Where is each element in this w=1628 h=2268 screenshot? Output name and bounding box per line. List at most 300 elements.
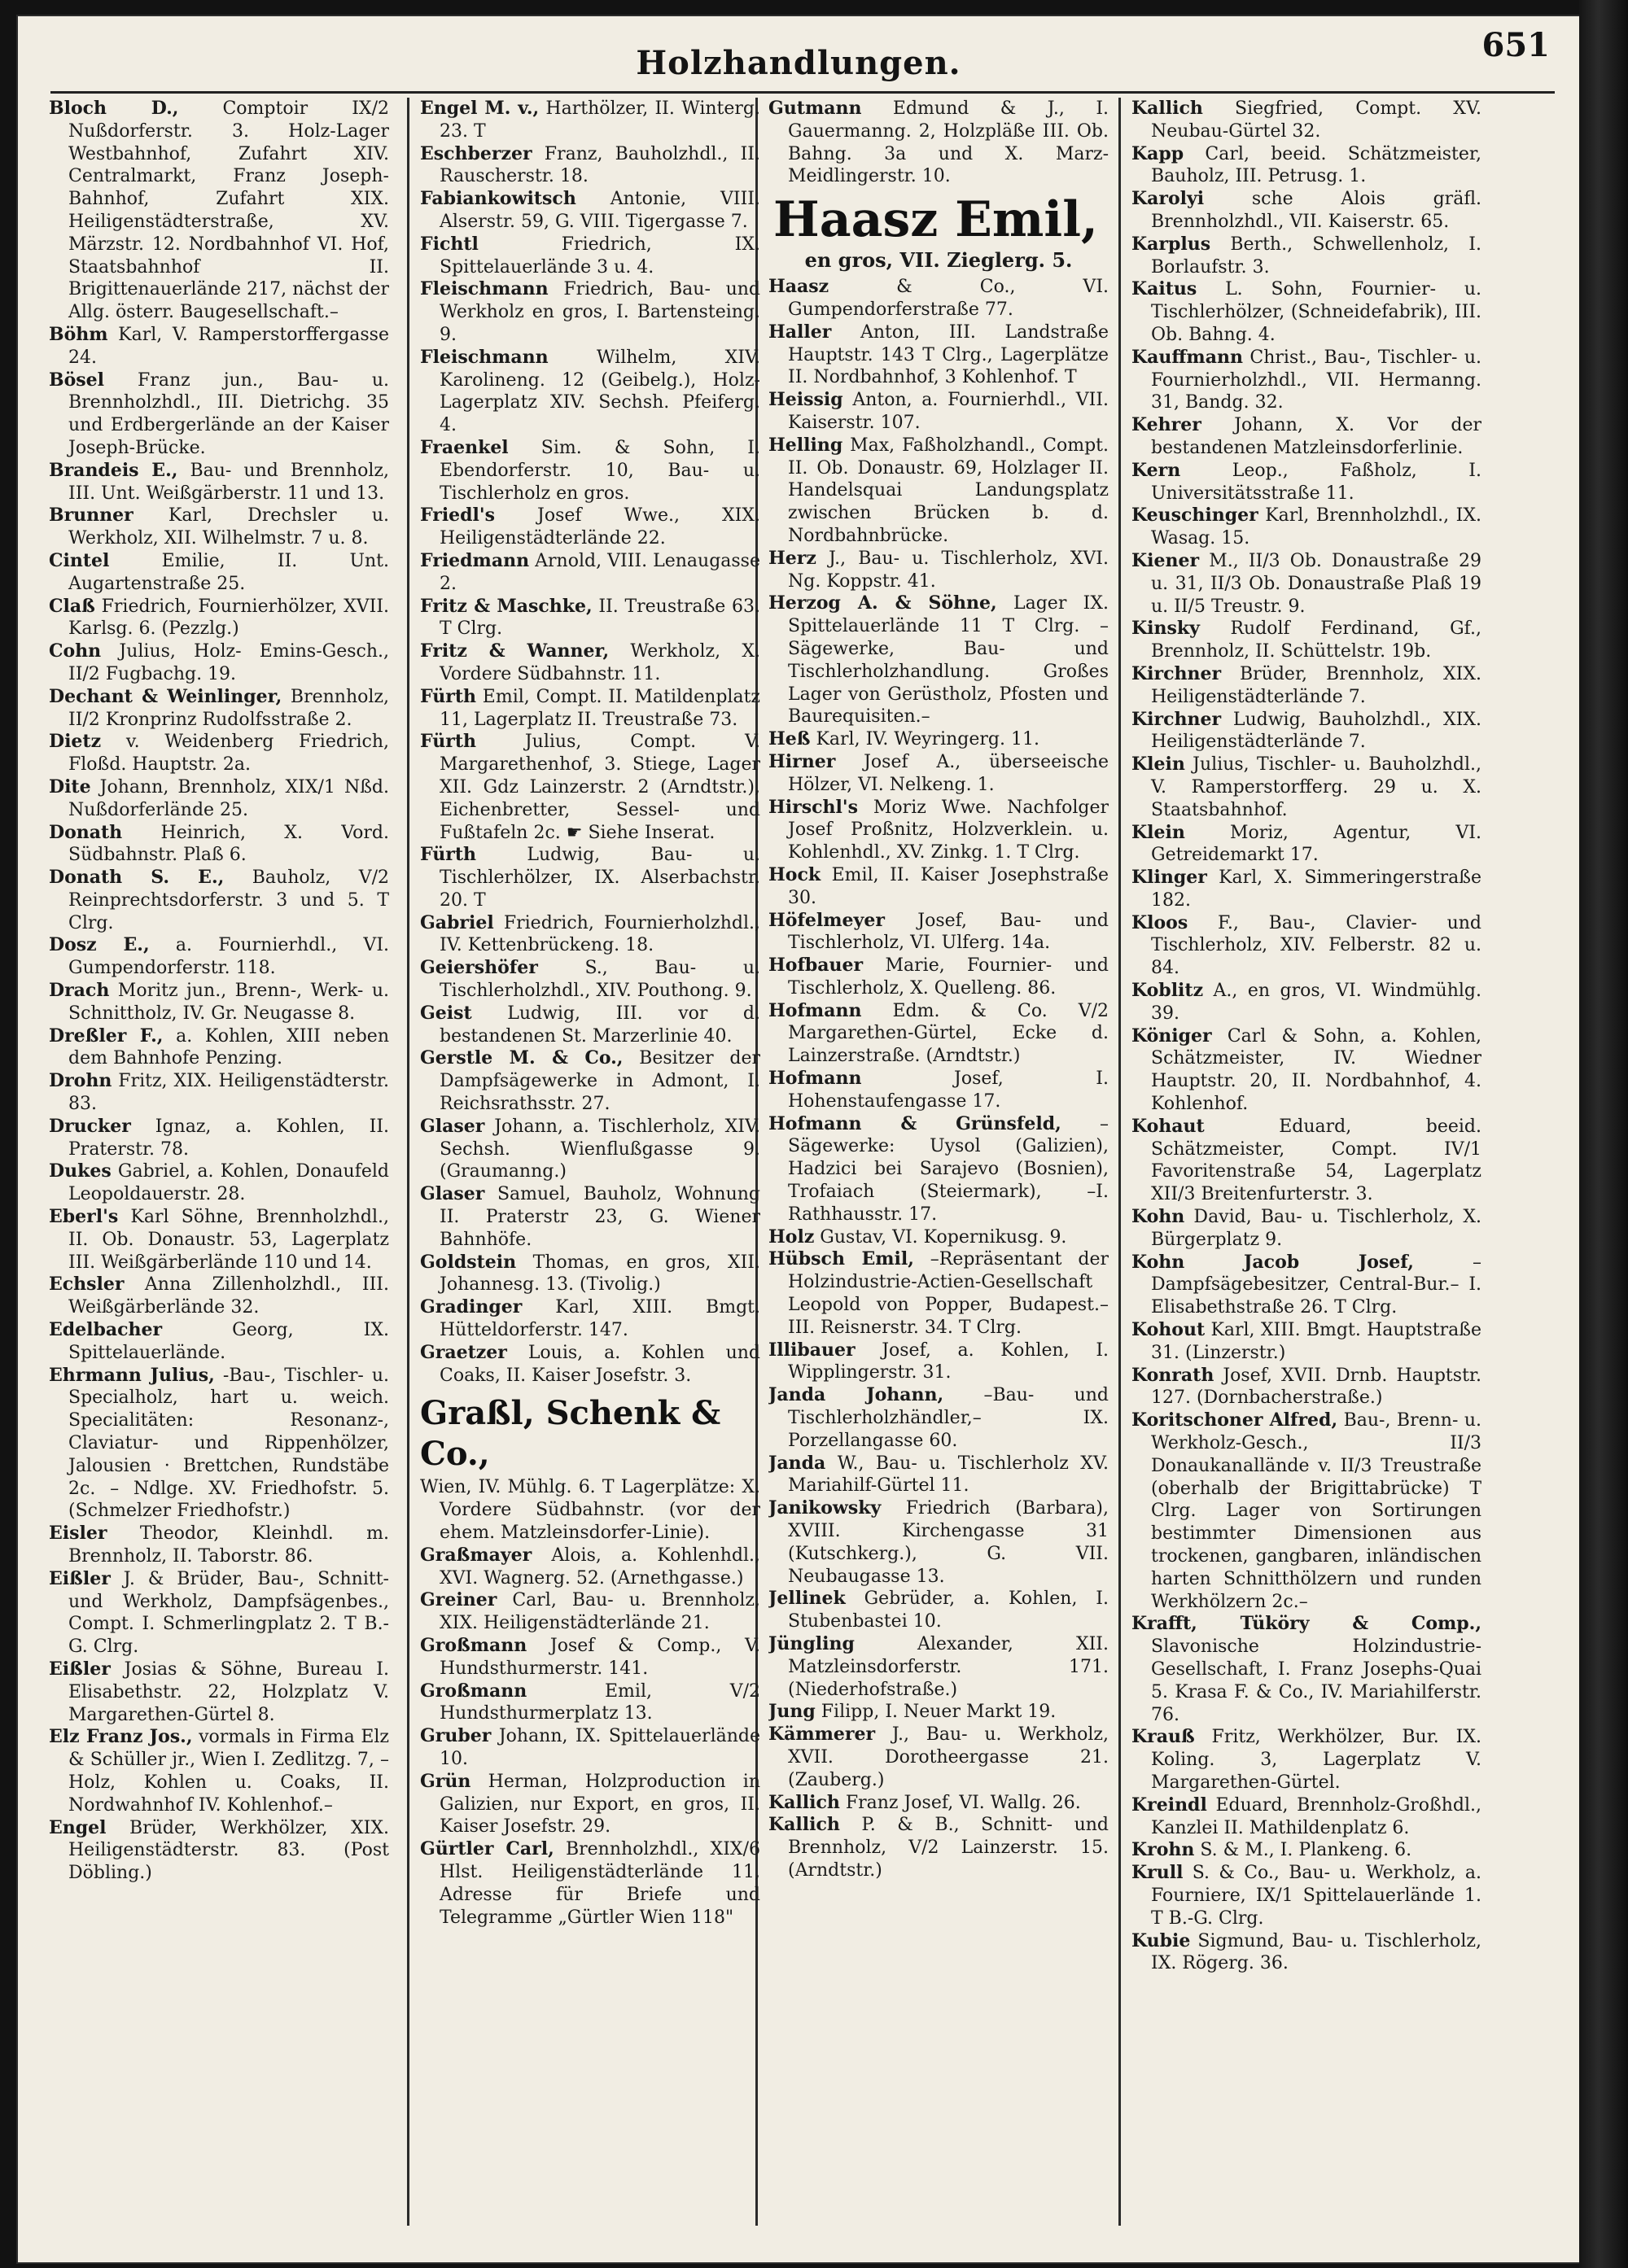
directory-entry	[1131, 98, 1481, 143]
entry-details: Ludwig, III. vor d. bestandenen St. Marzerlinie 40.	[440, 1003, 760, 1047]
directory-entry	[49, 324, 389, 369]
entry-name: Konrath	[1131, 1364, 1214, 1386]
directory-entry	[49, 1206, 389, 1274]
entry-details: Ignaz, a. Kohlen, II. Praterstr. 78.	[68, 1116, 389, 1160]
entry-name: Brandeis E.,	[49, 459, 178, 481]
entry-details: Johann, Brennholz, XIX/1 Nßd. Nußdorferlände 25.	[68, 776, 389, 820]
entry-details: Rudolf Ferdinand, Gf., Brennholz, II. Schüttelstr. 19b.	[1151, 618, 1481, 662]
entry-name: Fabiankowitsch	[420, 188, 576, 210]
directory-entry	[420, 1476, 760, 1544]
entry-name: Holz	[768, 1226, 815, 1248]
entry-details: Lager IX. Spittelauerlände 11 T Clrg. –Sägewerke, Bau- und Tischlerholzhandlung. Großes Lager von Gerüstholz, Pfosten und Baurequisiten.–	[788, 593, 1109, 728]
column-divider	[1118, 98, 1121, 2226]
directory-entry	[768, 1792, 1109, 1815]
entry-details: Friedrich, Fournierholzhdl., IV. Kettenbrückeng. 18.	[440, 912, 760, 956]
entry-name: Hübsch Emil,	[768, 1248, 914, 1270]
entry-details: Karl, IV. Weyringerg. 11.	[810, 729, 1039, 750]
entry-name: Dietz	[49, 731, 102, 753]
entry-details: Fritz, XIX. Heiligenstädterstr. 83.	[68, 1071, 389, 1115]
entry-details: Brüder, Werkhölzer, XIX. Heiligenstädterstr. 83. (Post Döbling.)	[68, 1817, 389, 1884]
entry-details: a. Fournierhdl., VI. Gumpendorferstr. 118.	[68, 935, 389, 979]
entry-name: Donath S. E.,	[49, 867, 225, 889]
directory-entry	[768, 1339, 1109, 1385]
entry-name: Kohaut	[1131, 1115, 1205, 1137]
entry-name: Kiener	[1131, 549, 1200, 571]
entry-name: Edelbacher	[49, 1319, 163, 1341]
directory-entry	[49, 1817, 389, 1885]
directory-entry	[768, 98, 1109, 188]
directory-entry	[49, 460, 389, 505]
directory-entry	[420, 1252, 760, 1297]
directory-entry	[49, 1568, 389, 1658]
entry-details: Werkholz, X. Vordere Südbahnstr. 11.	[440, 641, 760, 684]
entry-details: Louis, a. Kohlen und Coaks, II. Kaiser Josefstr. 3.	[440, 1342, 760, 1386]
entry-name: Hock	[768, 863, 821, 885]
entry-details: Josef & Comp., V. Hundsthurmerstr. 141.	[440, 1636, 760, 1679]
directory-entry	[1131, 663, 1481, 709]
entry-details: Sigmund, Bau- u. Tischlerholz, IX. Rögerg. 36.	[1151, 1930, 1481, 1974]
entry-details: Johann, a. Tischlerholz, XIV. Sechsh. Wienflußgasse 9. (Graumanng.)	[440, 1116, 760, 1182]
directory-entry	[49, 1726, 389, 1816]
directory-entry	[1131, 1409, 1481, 1613]
directory-entry	[1131, 1116, 1481, 1206]
entry-name: Drach	[49, 980, 110, 1002]
advert-headline: Graßl, Schenk & Co.,	[420, 1394, 721, 1474]
entry-details: Eduard, beeid. Schätzmeister, Compt. IV/1 Favoritenstraße 54, Lagerplatz XII/3 Breitenfurterstr. 3.	[1151, 1116, 1481, 1205]
entry-details: J., Bau- u. Werkholz, XVII. Dorotheergasse 21. (Zauberg.)	[788, 1724, 1109, 1790]
directory-entry	[420, 143, 760, 189]
entry-name: Heß	[768, 728, 811, 750]
directory-entry	[420, 1771, 760, 1838]
directory-entry	[49, 1070, 389, 1116]
directory-entry	[49, 1523, 389, 1568]
entry-name: Hirschl's	[768, 796, 858, 818]
directory-entry	[768, 1701, 1109, 1724]
entry-details: Harthölzer, II. Winterg. 23. T	[440, 98, 760, 142]
directory-entry	[768, 592, 1109, 728]
directory-entry	[420, 1545, 760, 1590]
entry-details: Emil, Compt. II. Matildenplatz 11, Lagerplatz II. Treustraße 73.	[440, 686, 760, 730]
entry-details: Karl, Brennholzhdl., IX. Wasag. 15.	[1151, 505, 1481, 549]
directory-entry	[768, 864, 1109, 910]
entry-name: Krohn	[1131, 1839, 1195, 1861]
entry-details: J., Bau- u. Tischlerholz, XVI. Ng. Koppstr. 41.	[788, 548, 1109, 592]
directory-entry	[768, 548, 1109, 593]
entry-details: Moriz Wwe. Nachfolger Josef Proßnitz, Holzverklein. u. Kohlenhdl., XV. Zinkg. 1. T Clrg.	[788, 797, 1109, 863]
entry-name: Dukes	[49, 1160, 112, 1182]
entry-details: Alois, a. Kohlenhdl., XVI. Wagnerg. 52. (Arnethgasse.)	[440, 1545, 760, 1588]
entry-name: Kohn	[1131, 1206, 1185, 1228]
entry-name: Elz Franz Jos.,	[49, 1726, 193, 1748]
entry-details: –Repräsentant der Holzindustrie-Actien-Gesellschaft Leopold von Popper, Budapest.– III. Reisnerstr. 34. T Clrg.	[788, 1249, 1109, 1338]
entry-details: Carl & Sohn, a. Kohlen, Schätzmeister, IV. Wiedner Hauptstr. 20, II. Nordbahnhof, 4. Kohlenhof.	[1151, 1025, 1481, 1115]
entry-details: Julius, Holz- Emins-Gesch., II/2 Fugbachg. 19.	[68, 641, 389, 684]
entry-details: Marie, Fournier- und Tischlerholz, X. Quelleng. 86.	[788, 955, 1109, 999]
entry-name: Koritschoner Alfred,	[1131, 1409, 1338, 1431]
entry-details: Friedrich, IX. Spittelauerlände 3 u. 4.	[440, 234, 760, 277]
entry-details: Josef Wwe., XIX. Heiligenstädterlände 22.	[440, 505, 760, 549]
entry-name: Hofmann	[768, 999, 862, 1021]
directory-entry	[420, 1183, 760, 1251]
entry-details: Brennholz, II/2 Kronprinz Rudolfsstraße 2.	[68, 686, 389, 730]
directory-entry	[49, 934, 389, 980]
entry-details: S., Bau- u. Tischlerholzhdl., XIV. Pouthong. 9.	[440, 958, 760, 1002]
entry-name: Janda	[768, 1452, 826, 1474]
entry-name: Fritz & Maschke,	[420, 595, 593, 617]
entry-details: Josef, a. Kohlen, I. Wipplingerstr. 31.	[788, 1339, 1109, 1383]
directory-entry	[1131, 912, 1481, 980]
entry-name: Kämmerer	[768, 1724, 876, 1746]
entry-name: Kehrer	[1131, 414, 1201, 436]
directory-entry	[768, 1113, 1109, 1226]
entry-name: Heissig	[768, 389, 843, 411]
entry-name: Kohout	[1131, 1319, 1206, 1341]
directory-entry	[768, 910, 1109, 955]
entry-name: Hofmann & Grünsfeld,	[768, 1112, 1061, 1134]
entry-details: Anna Zillenholzhdl., III. Weißgärberlände 32.	[68, 1274, 389, 1318]
entry-name: Kirchner	[1131, 708, 1222, 730]
entry-details: Besitzer der Dampfsägewerke in Admont, I. Reichsrathsstr. 27.	[440, 1048, 760, 1115]
directory-entry	[49, 550, 389, 596]
directory-entry	[768, 728, 1109, 751]
directory-entry	[1131, 143, 1481, 189]
directory-entry	[1131, 980, 1481, 1025]
directory-entry	[768, 389, 1109, 435]
directory-entry	[420, 347, 760, 437]
entry-details: David, Bau- u. Tischlerholz, X. Bürgerplatz 9.	[1151, 1207, 1481, 1250]
entry-name: Greiner	[420, 1589, 497, 1611]
entry-details: sche Alois gräfl. Brennholzhdl., VII. Kaiserstr. 65.	[1151, 189, 1481, 232]
entry-name: Hofmann	[768, 1068, 862, 1090]
directory-entry	[49, 1658, 389, 1726]
entry-details: S. & M., I. Plankeng. 6.	[1194, 1840, 1412, 1861]
directory-entry	[420, 1296, 760, 1342]
entry-details: Emilie, II. Unt. Augartenstraße 25.	[68, 550, 389, 594]
directory-entry	[768, 955, 1109, 1000]
directory-entry	[1131, 347, 1481, 414]
entry-name: Brunner	[49, 505, 133, 527]
directory-entry	[49, 686, 389, 732]
entry-name: Königer	[1131, 1025, 1212, 1047]
directory-entry	[420, 596, 760, 641]
entry-details: Arnold, VIII. Lenaugasse 2.	[440, 550, 760, 594]
entry-name: Klein	[1131, 754, 1185, 776]
entry-details: Thomas, en gros, XII. Johannesg. 13. (Tivolig.)	[440, 1252, 760, 1296]
directory-entry	[49, 1116, 389, 1161]
advert-headline: Haasz Emil,	[773, 191, 1098, 249]
entry-details: Carl, beeid. Schätzmeister, Bauholz, III. Petrusg. 1.	[1151, 143, 1481, 187]
entry-details: vormals in Firma Elz & Schüller jr., Wien I. Zedlitzg. 7, – Holz, Kohlen u. Coaks, II. Nordwahnhof IV. Kohlenhof.–	[68, 1727, 389, 1816]
entry-details: Samuel, Bauholz, Wohnung II. Praterstr 23, G. Wiener Bahnhöfe.	[440, 1184, 760, 1250]
entry-name: Böhm	[49, 323, 108, 345]
column-divider	[407, 98, 409, 2226]
entry-details: F., Bau-, Clavier- und Tischlerholz, XIV. Felberstr. 82 u. 84.	[1151, 912, 1481, 979]
entry-details: Gustav, VI. Kopernikusg. 9.	[814, 1226, 1067, 1248]
directory-entry	[49, 980, 389, 1025]
directory-entry	[420, 505, 760, 550]
page-number: 651	[1481, 26, 1550, 64]
entry-name: Hofbauer	[768, 955, 864, 977]
directory-entry	[768, 1000, 1109, 1068]
entry-details: Josef, Bau- und Tischlerholz, VI. Ulferg. 14a.	[788, 910, 1109, 954]
entry-name: Kreindl	[1131, 1794, 1207, 1816]
directory-entry	[49, 596, 389, 641]
directory-entry	[1131, 414, 1481, 460]
directory-entry	[49, 98, 389, 324]
directory-entry	[1131, 1930, 1481, 1976]
entry-details: Anton, a. Fournierhdl., VII. Kaiserstr. 107.	[788, 390, 1109, 433]
entry-details: Antonie, VIII. Alserstr. 59, G. VIII. Tigergasse 7.	[440, 189, 760, 232]
entry-name: Koblitz	[1131, 980, 1204, 1002]
entry-name: Gutmann	[768, 98, 862, 119]
entry-name: Großmann	[420, 1680, 527, 1702]
entry-details: Brüder, Brennholz, XIX. Heiligenstädterlände 7.	[1151, 663, 1481, 707]
entry-name: Dechant & Weinlinger,	[49, 685, 282, 707]
entry-name: Drucker	[49, 1115, 131, 1137]
directory-entry	[420, 1342, 760, 1387]
entry-name: Karolyi	[1131, 188, 1205, 210]
entry-details: Josef, I. Hohenstaufengasse 17.	[788, 1068, 1109, 1112]
entry-name: Donath	[49, 821, 123, 843]
entry-name: Engel	[49, 1816, 107, 1838]
directory-entry	[1131, 754, 1481, 821]
entry-details: Friedrich, Fournierhölzer, XVII. Karlsg. 6. (Pezzlg.)	[68, 596, 389, 640]
entry-name: Claß	[49, 595, 95, 617]
column-4	[1131, 98, 1481, 2246]
directory-entry	[768, 1814, 1109, 1881]
entry-details: Herman, Holzproduction in Galizien, nur Export, en gros, II. Kaiser Josefstr. 29.	[440, 1771, 760, 1838]
entry-name: Eschberzer	[420, 142, 532, 164]
entry-details: Slavonische Holzindustrie-Gesellschaft, I. Franz Josephs-Quai 5. Krasa F. & Co., IV. Mariahilferstr. 76.	[1151, 1637, 1481, 1725]
entry-details: Christ., Bau-, Tischler- u. Fournierholzhdl., VII. Hermanng. 31, Bandg. 32.	[1151, 347, 1481, 413]
entry-details: A., en gros, VI. Windmühlg. 39.	[1151, 981, 1481, 1024]
directory-entry	[420, 1725, 760, 1771]
entry-details: Heinrich, X. Vord. Südbahnstr. Plaß 6.	[68, 822, 389, 866]
entry-details: –Dampfsägebesitzer, Central-Bur.– I. Elisabethstraße 26. T Clrg.	[1151, 1252, 1481, 1318]
directory-entry	[420, 188, 760, 234]
directory-entry	[768, 276, 1109, 321]
directory-entry	[49, 505, 389, 550]
entry-details: Bauholz, V/2 Reinprechtsdorferstr. 3 und 5. T Clrg.	[68, 867, 389, 933]
entry-details: Julius, Compt. V. Margarethenhof, 3. Stiege, Lager XII. Gdz Lainzerstr. 2 (Arndtstr.), Eichenbretter, Sessel- und Fußtafeln 2c. ☛ Siehe Inserat.	[440, 732, 760, 843]
entry-name: Herzog A. & Söhne,	[768, 592, 997, 614]
entry-details: W., Bau- u. Tischlerholz XV. Mariahilf-Gürtel 11.	[788, 1453, 1109, 1497]
directory-page	[18, 16, 1579, 2262]
entry-name: Fleischmann	[420, 346, 549, 368]
entry-details: Max, Faßholzhandl., Compt. II. Ob. Donaustr. 69, Holzlager II. Handelsquai Landungsplatz zwischen Brücken b. d. Nordbahnbrücke.	[788, 435, 1109, 546]
entry-details: Georg, IX. Spittelauerlände.	[68, 1320, 389, 1363]
page-header	[18, 16, 1579, 81]
entry-details: Emil, V/2 Hundsthurmerplatz 13.	[440, 1680, 760, 1724]
directory-entry	[768, 321, 1109, 389]
entry-name: Kirchner	[1131, 662, 1222, 684]
entry-details: II. Treustraße 63. T Clrg.	[440, 596, 760, 640]
entry-details: Anton, III. Landstraße Hauptstr. 143 T Clrg., Lagerplätze II. Nordbahnhof, 3 Kohlenhof. T	[788, 321, 1109, 388]
entry-details: Alexander, XII. Matzleinsdorferstr. 171. (Niederhofstraße.)	[788, 1634, 1109, 1700]
entry-name: Cintel	[49, 549, 110, 571]
entry-name: Janikowsky	[768, 1497, 882, 1519]
directory-entry	[1131, 505, 1481, 550]
directory-entry	[420, 686, 760, 732]
directory-entry	[1131, 822, 1481, 867]
entry-details: v. Weidenberg Friedrich, Floßd. Hauptstr. 2a.	[68, 732, 389, 776]
entry-name: Drohn	[49, 1070, 112, 1092]
directory-entry	[1131, 1839, 1481, 1862]
directory-entry	[768, 1724, 1109, 1791]
entry-details: Edm. & Co. V/2 Margarethen-Gürtel, Ecke d. Lainzerstraße. (Arndtstr.)	[788, 1000, 1109, 1067]
entry-name: Kallich	[1131, 98, 1203, 119]
entry-name: Bloch D.,	[49, 98, 179, 119]
entry-details: P. & B., Schnitt- und Brennholz, V/2 Lainzerstr. 15. (Arndtstr.)	[788, 1815, 1109, 1881]
directory-entry	[420, 1116, 760, 1183]
entry-name: Geiershöfer	[420, 957, 538, 979]
directory-entry	[49, 731, 389, 776]
entry-details: Karl Söhne, Brennholzhdl., II. Ob. Donaustr. 53, Lagerplatz III. Weißgärberlände 110 und 14.	[68, 1207, 389, 1273]
entry-name: Krull	[1131, 1862, 1184, 1884]
entry-details: Josias & Söhne, Bureau I. Elisabethstr. 22, Holzplatz V. Margarethen-Gürtel 8.	[68, 1658, 389, 1725]
entry-details: Moritz jun., Brenn-, Werk- u. Schnittholz, IV. Gr. Neugasse 8.	[68, 981, 389, 1024]
entry-name: Eißler	[49, 1658, 111, 1680]
entry-name: Kubie	[1131, 1929, 1191, 1951]
entry-details: Comptoir IX/2 Nußdorferstr. 3. Holz-Lager Westbahnhof, Zufahrt XIV. Centralmarkt, Franz Joseph-Bahnhof, Zufahrt XIX. Heiligenstädterstraße, XV. Märzstr. 12. Nordbahnhof VI. Hof, Staatsbahnhof II. Brigittenauerlände 217, nächst der Allg. österr. Baugesellschaft.–	[68, 98, 389, 323]
entry-name: Dreßler F.,	[49, 1025, 164, 1047]
entry-name: Eißler	[49, 1567, 111, 1589]
entry-name: Cohn	[49, 640, 102, 662]
directory-entry	[420, 1003, 760, 1048]
entry-details: Wien, IV. Mühlg. 6. T Lagerplätze: X. Vordere Südbahnstr. (vor der ehem. Matzleinsdorfer-Linie).	[420, 1477, 760, 1544]
directory-entry	[1131, 1794, 1481, 1840]
entry-details: Brennholzhdl., XIX/6 Hlst. Heiligenstädterlände 11, Adresse für Briefe und Telegramme „Gürtler Wien 118"	[440, 1839, 760, 1928]
entry-details: Josef A., überseeische Hölzer, VI. Nelkeng. 1.	[788, 751, 1109, 795]
directory-entry	[49, 1319, 389, 1365]
directory-entry	[49, 640, 389, 686]
entry-details: Josef, XVII. Drnb. Hauptstr. 127. (Dornbacherstraße.)	[1151, 1365, 1481, 1409]
entry-name: Friedmann	[420, 549, 530, 571]
entry-details: Theodor, Kleinhdl. m. Brennholz, II. Taborstr. 86.	[68, 1523, 389, 1567]
entry-details: Filipp, I. Neuer Markt 19.	[815, 1702, 1057, 1723]
directory-entry	[49, 1025, 389, 1071]
column-2	[420, 98, 760, 2246]
entry-name: Jung	[768, 1701, 816, 1723]
entry-name: Gerstle M. & Co.,	[420, 1047, 624, 1069]
entry-details: J. & Brüder, Bau-, Schnitt- und Werkholz, Dampfsägenbes., Compt. I. Schmerlingplatz 2. T B.-G. Clrg.	[68, 1568, 389, 1658]
directory-entry	[420, 957, 760, 1003]
directory-entry	[1131, 1252, 1481, 1319]
entry-name: Fürth	[420, 844, 476, 866]
entry-name: Fritz & Wanner,	[420, 640, 610, 662]
directory-entry	[768, 1226, 1109, 1249]
entry-name: Fraenkel	[420, 436, 509, 458]
entry-details: Wilhelm, XIV. Karolineng. 12 (Geibelg.), Holz-Lagerplatz XIV. Sechsh. Pfeiferg. 4.	[440, 347, 760, 436]
directory-entry	[768, 1068, 1109, 1113]
entry-name: Dosz E.,	[49, 934, 150, 956]
entry-details: Berth., Schwellenholz, I. Borlaufstr. 3.	[1151, 234, 1481, 277]
entry-name: Fleischmann	[420, 278, 549, 300]
entry-name: Graetzer	[420, 1341, 507, 1363]
directory-entry	[420, 1589, 760, 1635]
entry-name: Echsler	[49, 1274, 125, 1296]
directory-entry	[1131, 550, 1481, 618]
entry-details: Friedrich, Bau- und Werkholz en gros, I. Bartensteing. 9.	[440, 279, 760, 345]
entry-details: Johann, X. Vor der bestandenen Matzleinsdorferlinie.	[1151, 415, 1481, 458]
entry-details: Emil, II. Kaiser Josephstraße 30.	[788, 864, 1109, 908]
column-3	[768, 98, 1109, 2246]
entry-details: Karl, Drechsler u. Werkholz, XII. Wilhelmstr. 7 u. 8.	[68, 505, 389, 549]
entry-name: Krafft, Tüköry & Comp.,	[1131, 1613, 1481, 1635]
entry-details: Bau-, Brenn- u. Werkholz-Gesch., II/3 Donaukanallände v. II/3 Treustraße (oberhalb der Brigittabrücke) T Clrg. Lager von Sortirungen bestimmter Dimensionen aus trockenen, gangbaren, inländischen harten Schnitthölzern und runden Werkhölzern 2c.–	[1151, 1410, 1481, 1612]
entry-details: Leop., Faßholz, I. Universitätsstraße 11.	[1151, 460, 1481, 504]
entry-details: Eduard, Brennholz-Großhdl., Kanzlei II. Mathildenplatz 6.	[1151, 1794, 1481, 1838]
entry-name: Glaser	[420, 1183, 485, 1205]
directory-entry	[1131, 1365, 1481, 1410]
entry-name: Gruber	[420, 1725, 492, 1747]
directory-entry	[768, 1588, 1109, 1633]
entry-name: Geist	[420, 1002, 472, 1024]
directory-entry	[420, 912, 760, 958]
entry-name: Gradinger	[420, 1296, 523, 1318]
directory-entry	[768, 1248, 1109, 1339]
entry-name: Illibauer	[768, 1339, 856, 1361]
directory-entry	[1131, 188, 1481, 234]
entry-name: Kern	[1131, 459, 1181, 481]
directory-entry	[768, 1497, 1109, 1588]
entry-name: Hirner	[768, 750, 836, 772]
entry-name: Kauffmann	[1131, 346, 1243, 368]
entry-name: Haasz	[768, 276, 829, 298]
directory-entry	[49, 1160, 389, 1206]
entry-details: Bau- und Brennholz, III. Unt. Weißgärberstr. 11 und 13.	[68, 460, 389, 504]
directory-entry	[1131, 1206, 1481, 1252]
entry-name: Fichtl	[420, 233, 479, 255]
directory-entry	[768, 751, 1109, 797]
entry-details: Ludwig, Bauholzhdl., XIX. Heiligenstädterlände 7.	[1151, 709, 1481, 753]
entry-details: Karl, XIII. Bmgt. Hütteldorferstr. 147.	[440, 1297, 760, 1341]
header-rule	[50, 91, 1555, 94]
entry-name: Eberl's	[49, 1206, 119, 1228]
entry-details: –Bau- und Tischlerholzhändler,– IX. Porzellangasse 60.	[788, 1385, 1109, 1451]
entry-name: Helling	[768, 434, 843, 456]
entry-name: Kohn Jacob Josef,	[1131, 1251, 1414, 1273]
entry-details: a. Kohlen, XIII neben dem Bahnhofe Penzing.	[68, 1025, 389, 1069]
directory-entry	[1131, 1613, 1481, 1726]
entry-details: Franz, Bauholzhdl., II. Rauscherstr. 18.	[440, 143, 760, 187]
column-1	[49, 98, 389, 2246]
entry-name: Klein	[1131, 821, 1185, 843]
entry-details: Gabriel, a. Kohlen, Donaufeld Leopoldauerstr. 28.	[68, 1161, 389, 1205]
directory-entry	[420, 1680, 760, 1726]
entry-name: Bösel	[49, 369, 105, 391]
entry-name: Fürth	[420, 685, 476, 707]
entry-details: & Co., VI. Gumpendorferstraße 77.	[788, 277, 1109, 320]
entry-name: Gürtler Carl,	[420, 1838, 554, 1860]
entry-name: Ehrmann Julius,	[49, 1364, 215, 1386]
directory-entry	[420, 98, 760, 143]
directory-entry	[420, 1047, 760, 1115]
directory-entry	[420, 278, 760, 346]
entry-name: Friedl's	[420, 505, 496, 527]
entry-name: Glaser	[420, 1115, 485, 1137]
entry-details: Ludwig, Bau- u. Tischlerhölzer, IX. Alserbachstr. 20. T	[440, 845, 760, 911]
entry-name: Janda Johann,	[768, 1384, 944, 1406]
entry-details: S. & Co., Bau- u. Werkholz, a. Fourniere, IX/1 Spittelauerlände 1. T B.-G. Clrg.	[1151, 1863, 1481, 1929]
entry-name: Jüngling	[768, 1633, 855, 1654]
entry-details: Karl, X. Simmeringerstraße 182.	[1151, 867, 1481, 911]
directory-entry	[49, 1365, 389, 1523]
advert-subline: en gros, VII. Zieglerg. 5.	[804, 248, 1073, 273]
directory-entry	[49, 1274, 389, 1319]
page-edge	[1579, 0, 1628, 2268]
directory-entry	[768, 1384, 1109, 1452]
